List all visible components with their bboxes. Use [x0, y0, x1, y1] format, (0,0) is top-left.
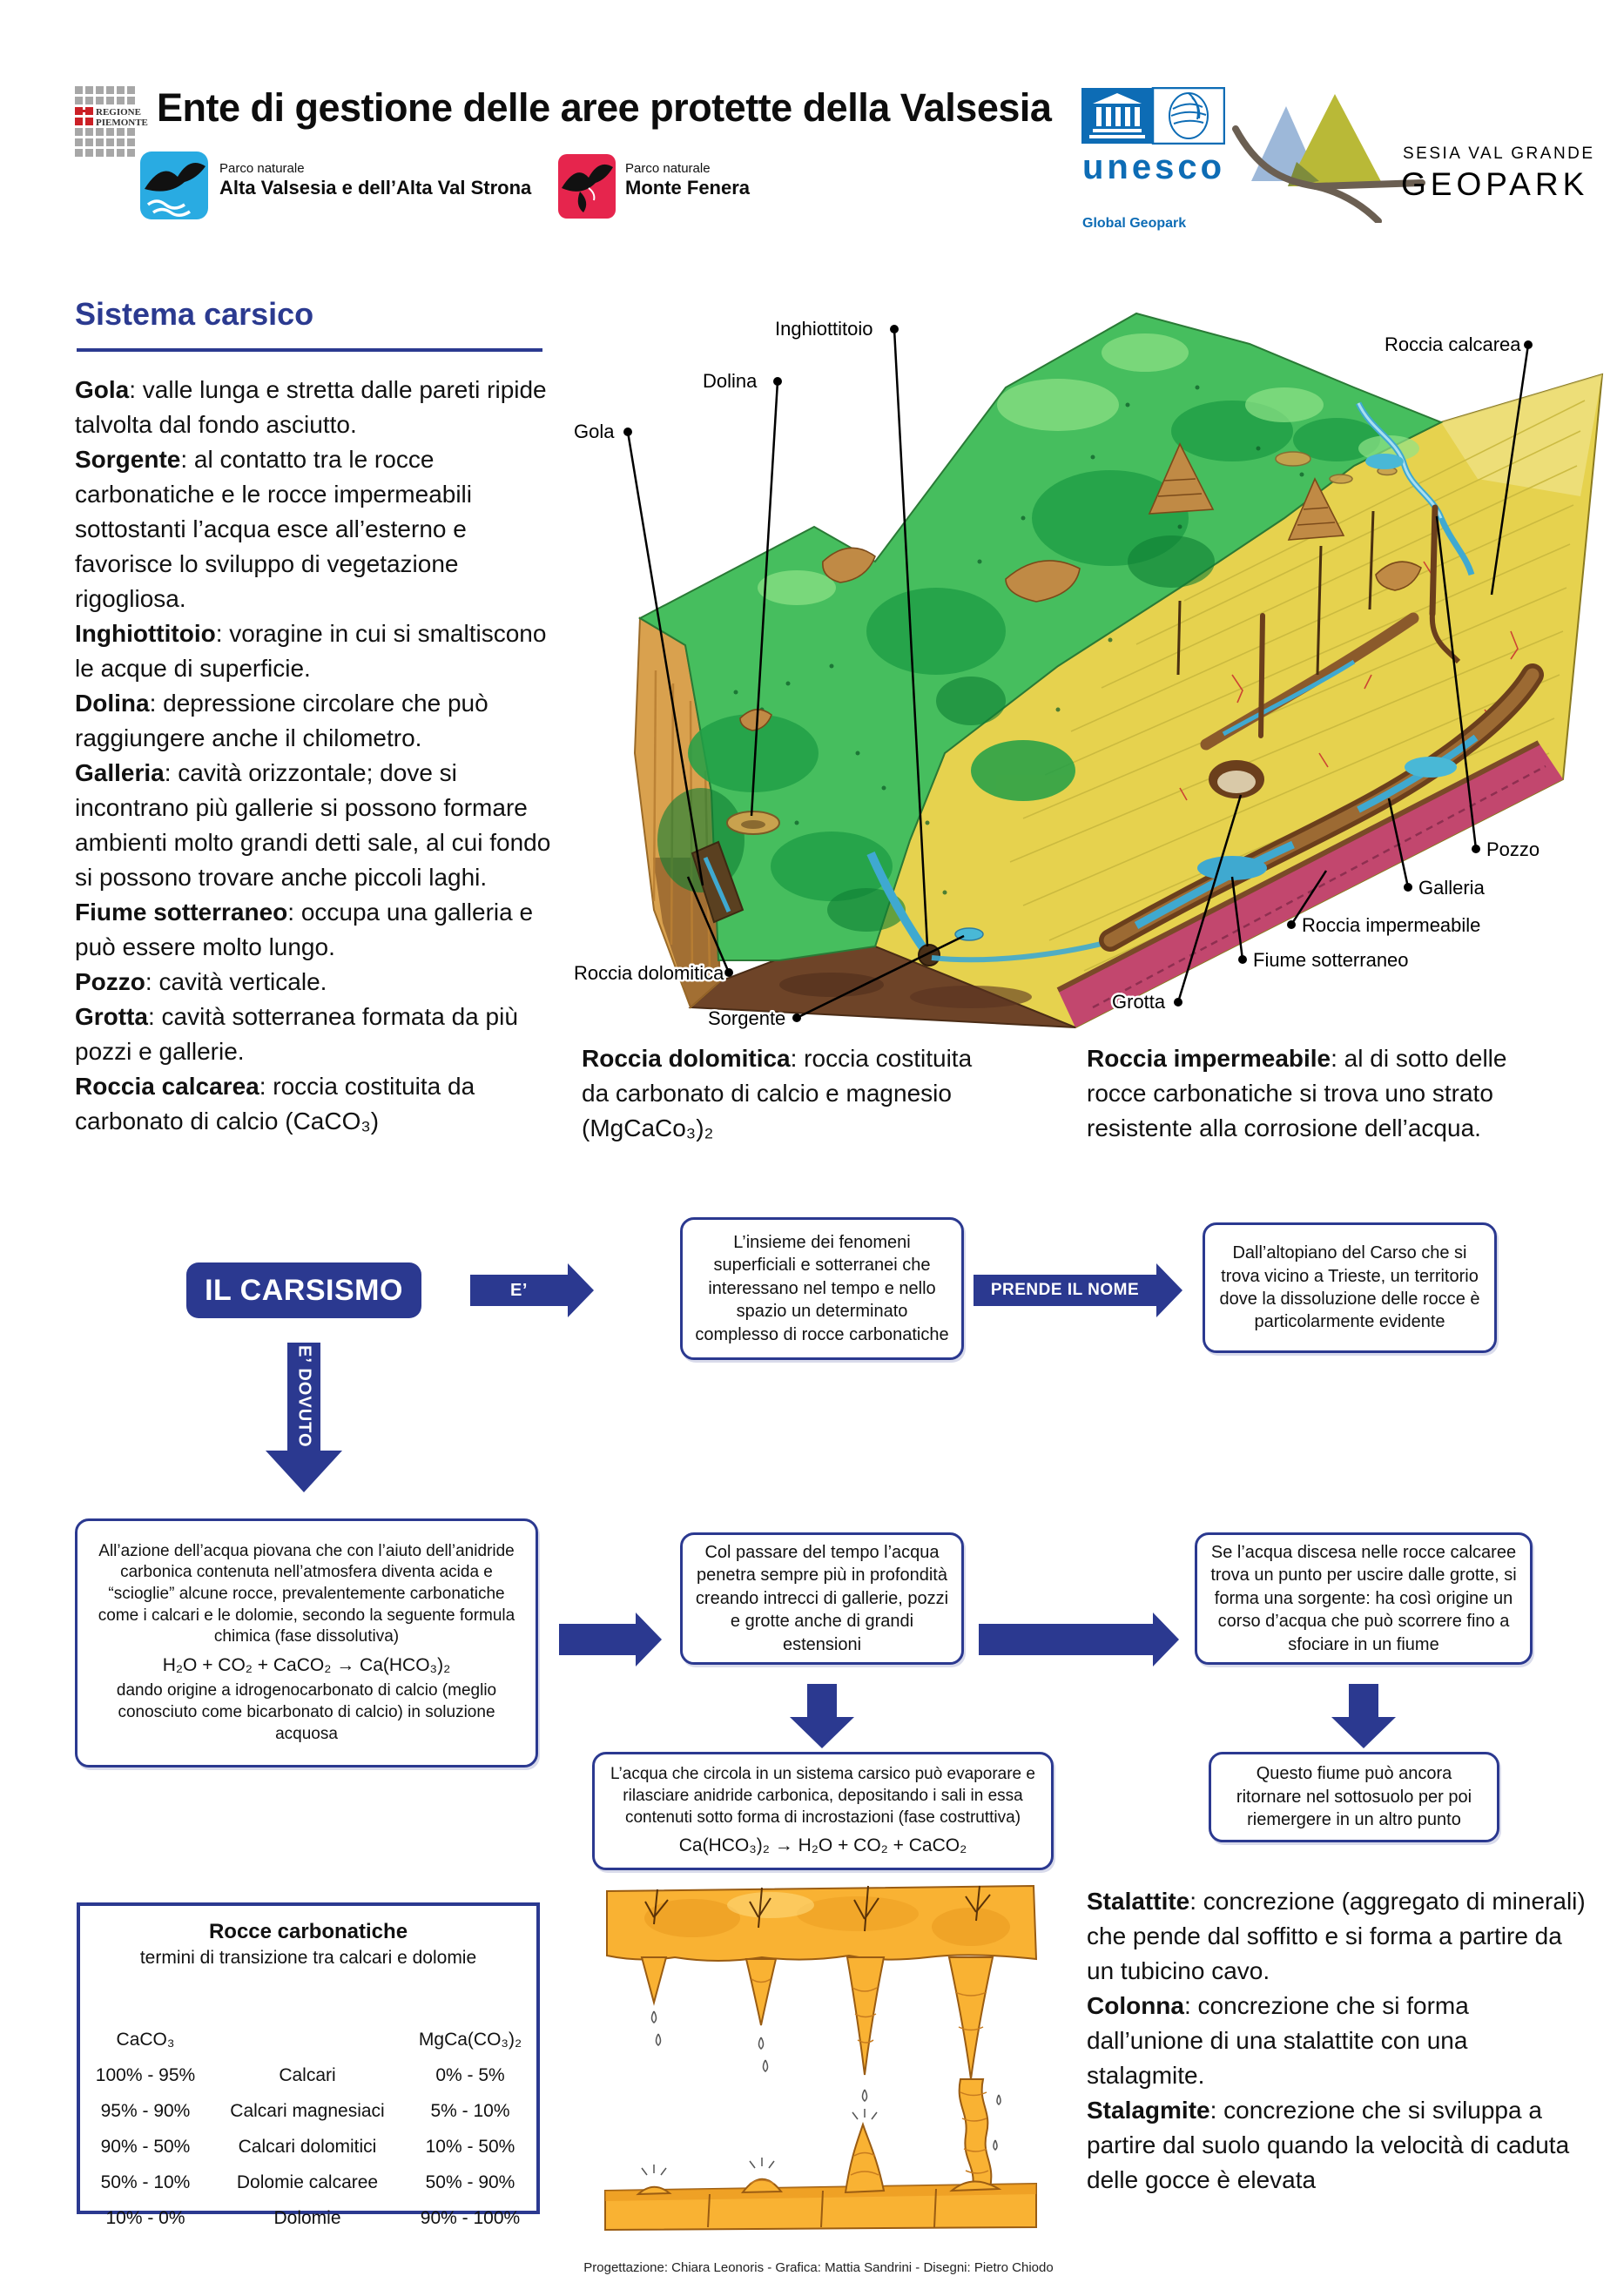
arrow-head-icon: [266, 1451, 342, 1492]
flow-arrow-e-label: E’: [510, 1280, 528, 1300]
definition-text: : concrezione che si forma dall’unione di una stalattite con una stalagmite.: [1087, 1992, 1469, 2089]
cave-illustration: [596, 1879, 1045, 2232]
table-cell: 5% - 10%: [430, 2101, 510, 2121]
caption-roccia-impermeabile: [1087, 1041, 1540, 1146]
definition-item: [75, 1000, 568, 1069]
arrow-head-icon: [1153, 1613, 1179, 1666]
definition-term: Pozzo: [75, 968, 145, 995]
caption-roccia-dolomitica: [582, 1041, 1001, 1146]
definition-term: Inghiottitoio: [75, 620, 216, 647]
flow-box-fiume: [1209, 1752, 1499, 1842]
inghiottitoio-sinkhole: [919, 945, 940, 966]
flow-box-sorgente-text: Se l’acqua discesa nelle rocce calcaree trova un punto per uscire dalle grotte, si forma una sorgente: ha così origine un corso d’acqua che può scorrere fino a sfociare in un fiume: [1210, 1543, 1517, 1654]
definition-term: Dolina: [75, 690, 150, 717]
definition-text: : cavità sotterranea formata da più pozzi e gallerie.: [75, 1003, 518, 1065]
flow-box-il-carsismo: IL CARSISMO: [186, 1262, 421, 1318]
flow-box-nome-text: Dall’altopiano del Carso che si trova vicino a Trieste, un territorio dove la dissoluzione delle rocce è particolarmente evidente: [1219, 1243, 1480, 1332]
stalactite: [949, 1957, 993, 2079]
definition-term: Stalagmite: [1087, 2097, 1210, 2124]
geopark-logo: [1232, 84, 1607, 223]
carbonate-table: [77, 1902, 540, 2228]
definition-item: [75, 895, 568, 965]
table-cell: 95% - 90%: [100, 2101, 191, 2121]
table-cell: Calcari magnesiaci: [230, 2101, 385, 2121]
table-cell: 50% - 10%: [100, 2172, 191, 2192]
definition-text: : occupa una galleria e può essere molto lungo.: [75, 899, 534, 960]
table-cell: 90% - 100%: [420, 2208, 521, 2228]
table-cell: Dolomie calcaree: [236, 2172, 379, 2192]
table-title: Rocce carbonatiche: [208, 1920, 408, 1943]
caption-term: Roccia impermeabile: [1087, 1045, 1331, 1072]
diagram-label-dolina: Dolina: [703, 370, 758, 392]
park-label-alta-valsesia: [219, 162, 531, 199]
table-cell: 0% - 5%: [435, 2065, 505, 2085]
flow-arrow-dovuto-label: E’ DOVUTO: [294, 1345, 314, 1448]
caption-term: Roccia dolomitica: [582, 1045, 791, 1072]
table-cell: 10% - 50%: [425, 2137, 515, 2157]
caption-text: : al di sotto delle rocce carbonatiche si trova uno strato resistente alla corrosione dell’acqua.: [1087, 1045, 1507, 1141]
definition-text: : concrezione (aggregato di minerali) che pende dal soffitto e si forma a partire da un tubicino cavo.: [1087, 1888, 1586, 1984]
stalactite: [642, 1957, 666, 2003]
diagram-label-fiume-sotterraneo: Fiume sotterraneo: [1253, 949, 1409, 971]
table-grid: [80, 2030, 536, 2229]
park-logo-alta-valsesia-icon: [139, 151, 209, 220]
definition-item: [75, 373, 568, 442]
credits: Progettazione: Chiara Leonoris - Grafica: Mattia Sandrini - Disegni: Pietro Chiodo: [583, 2260, 1054, 2275]
definition-text: : cavità orizzontale; dove si incontrano più gallerie si possono formare ambienti molto grandi detti sale, al cui fondo si possono trovare anche piccoli laghi.: [75, 759, 551, 891]
unesco-wordmark: unesco: [1082, 148, 1226, 186]
definition-item: [75, 616, 568, 686]
flow-box-evapora: [592, 1752, 1054, 1870]
park-logo-monte-fenera-icon: [557, 153, 616, 219]
flow-box-fiume-text: Questo fiume può ancora ritornare nel sottosuolo per poi riemergere in un altro punto: [1236, 1764, 1472, 1830]
flow-arrow-e: [470, 1263, 594, 1317]
flow-box-dovuto-post: dando origine a idrogenocarbonato di calcio (meglio conosciuto come bicarbonato di calcio) in soluzione acquosa: [116, 1681, 497, 1743]
flow-arrow-e-dovuto: [266, 1343, 342, 1492]
definition-item: [75, 965, 568, 1000]
flow-box-tempo-text: Col passare del tempo l’acqua penetra sempre più in profondità creando intrecci di gallerie, pozzi e grotte anche di grandi estensioni: [695, 1543, 949, 1654]
definition-text: : al contatto tra le rocce carbonatiche e le rocce impermeabili sottostanti l’acqua esce all’esterno e favorisce lo sviluppo di vegetazione rigogliosa.: [75, 446, 472, 612]
definition-term: Stalattite: [1087, 1888, 1190, 1915]
flow-box-tempo: [680, 1532, 964, 1665]
header: [0, 0, 1617, 252]
definition-item: [1087, 1884, 1587, 1989]
flow-arrow-down-a: [790, 1684, 854, 1748]
speleothem-definitions: [1087, 1884, 1587, 2198]
definition-term: Colonna: [1087, 1992, 1184, 2019]
definition-text: : valle lunga e stretta dalle pareti ripide talvolta dal fondo asciutto.: [75, 376, 547, 438]
karst-diagram: [570, 300, 1615, 1049]
definition-term: Roccia calcarea: [75, 1073, 259, 1100]
section-title: Sistema carsico: [75, 296, 314, 332]
diagram-label-grotta: Grotta: [1112, 991, 1166, 1013]
flow-arrow-prende-il-nome: [974, 1263, 1182, 1317]
diagram-label-inghiottitoio: Inghiottitoio: [775, 318, 873, 340]
definition-term: Gola: [75, 376, 130, 403]
flow-box-dovuto: [75, 1518, 538, 1767]
definition-item: [75, 1069, 568, 1139]
table-cell: Calcari: [279, 2065, 336, 2085]
regione-text-line1: REGIONE: [96, 107, 141, 118]
stalactite: [746, 1959, 776, 2025]
definition-term: Grotta: [75, 1003, 148, 1030]
definition-text: : depressione circolare che può raggiungere anche il chilometro.: [75, 690, 488, 751]
stalagmite: [743, 2179, 781, 2192]
pozzo-shaft: [1432, 508, 1435, 614]
flow-box-evapora-formula: Ca(HCO₃)₂ → H₂O + CO₂ + CaCO₂: [678, 1835, 967, 1856]
stalactite: [847, 1957, 884, 2075]
table-col-header-left: CaCO₃: [116, 2030, 175, 2050]
park1-name: Alta Valsesia e dell’Alta Val Strona: [219, 176, 532, 199]
flow-arrow-down-b: [1331, 1684, 1396, 1748]
table-cell: 50% - 90%: [425, 2172, 515, 2192]
arrow-head-icon: [568, 1263, 594, 1317]
diagram-label-roccia-impermeabile: Roccia impermeabile: [1302, 914, 1481, 936]
table-col-header-spacer: [211, 2030, 404, 2050]
definition-term: Sorgente: [75, 446, 181, 473]
stalagmite: [638, 2187, 670, 2194]
diagram-label-sorgente: Sorgente: [708, 1007, 786, 1029]
park2-name: Monte Fenera: [625, 176, 751, 199]
arrow-head-icon: [636, 1613, 662, 1666]
geopark-text-line1: SESIA VAL GRANDE: [1403, 145, 1595, 163]
flow-box-evapora-pre: L’acqua che circola in un sistema carsico può evaporare e rilasciare anidride carbonica, depositando i sali in essa contenuti sotto forma di incrostazioni (fase costruttiva): [610, 1765, 1035, 1827]
definition-item: [75, 686, 568, 756]
definition-text: : voragine in cui si smaltiscono le acque di superficie.: [75, 620, 547, 682]
definition-term: Galleria: [75, 759, 165, 786]
table-subtitle: termini di transizione tra calcari e dolomie: [139, 1948, 477, 1968]
table-cell: 10% - 0%: [105, 2208, 185, 2228]
flow-box-definizione: [680, 1217, 964, 1360]
park2-kicker: Parco naturale: [625, 161, 711, 176]
diagram-label-pozzo: Pozzo: [1486, 838, 1540, 860]
table-cell: 100% - 95%: [95, 2065, 196, 2085]
unesco-subtitle: Global Geopark: [1082, 216, 1187, 231]
diagram-label-gola: Gola: [574, 421, 615, 442]
flow-box-definizione-text: L’insieme dei fenomeni superficiali e sotterranei che interessano nel tempo e nello spazio un determinato complesso di rocce carbonatiche: [695, 1233, 949, 1344]
arrow-head-icon: [1156, 1263, 1182, 1317]
diagram-label-galleria: Galleria: [1418, 877, 1485, 899]
park-label-monte-fenera: [625, 162, 750, 199]
flow-arrow-row2-b: [979, 1613, 1179, 1666]
definition-item: [1087, 1989, 1587, 2093]
poster-title: Ente di gestione delle aree protette della Valsesia: [157, 85, 1052, 130]
arrow-head-icon: [790, 1717, 854, 1748]
table-cell: 90% - 50%: [100, 2137, 191, 2157]
section-title-rule: [77, 348, 542, 352]
flow-box-sorgente: [1195, 1532, 1533, 1665]
table-cell: Dolomie: [273, 2208, 341, 2228]
arrow-head-icon: [1331, 1717, 1396, 1748]
geopark-text-line2: GEOPARK: [1401, 166, 1589, 202]
table-col-header-right: MgCa(CO₃)₂: [418, 2030, 522, 2050]
flow-arrow-nome-label: PRENDE IL NOME: [990, 1281, 1140, 1299]
definition-term: Fiume sotterraneo: [75, 899, 288, 926]
diagram-label-roccia-calcarea: Roccia calcarea: [1385, 333, 1521, 355]
regione-piemonte-logo: [74, 85, 157, 160]
definition-item: [75, 756, 568, 895]
definition-item: [1087, 2093, 1587, 2198]
definition-text: : cavità verticale.: [145, 968, 327, 995]
table-cell: Calcari dolomitici: [238, 2137, 377, 2157]
flow-box-dovuto-formula: H₂O + CO₂ + CaCO₂ → Ca(HCO₃)₂: [162, 1655, 451, 1676]
stalagmite: [846, 2124, 884, 2192]
unesco-logo: [1081, 87, 1225, 145]
diagram-label-roccia-dolomitica: Roccia dolomitica: [574, 962, 724, 984]
definition-text: : concrezione che si sviluppa a partire dal suolo quando la velocità di caduta delle gocce è elevata: [1087, 2097, 1570, 2193]
park1-kicker: Parco naturale: [219, 161, 305, 176]
regione-text-line2: PIEMONTE: [96, 118, 148, 128]
flow-box-dovuto-pre: All’azione dell’acqua piovana che con l’aiuto dell’anidride carbonica contenuta nell’atmosfera diventa acida e “scioglie” alcune rocce, prevalentemente carbonatiche come i calcari e le dolomie, secondo la seguente formula chimica (fase dissolutiva): [98, 1541, 515, 1646]
definitions-list: [75, 373, 568, 1139]
caption-text: : roccia costituita da carbonato di calcio e magnesio (MgCaCo₃)₂: [582, 1045, 973, 1141]
flow-box-nome: [1203, 1222, 1497, 1353]
definition-text: : roccia costituita da carbonato di calcio (CaCO₃): [75, 1073, 475, 1135]
definition-item: [75, 442, 568, 616]
flow-arrow-row2-a: [559, 1613, 662, 1666]
